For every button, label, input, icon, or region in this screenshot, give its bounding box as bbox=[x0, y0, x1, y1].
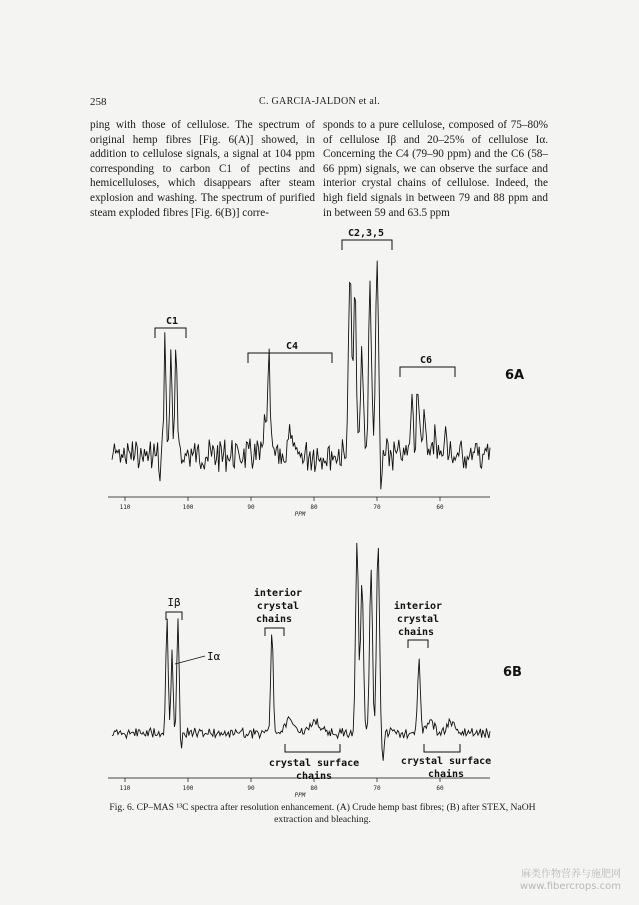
axis-a-unit: PPM bbox=[294, 511, 306, 518]
label-surface-left-1: crystal surface bbox=[268, 758, 360, 769]
axis-tick-label: 90 bbox=[247, 785, 255, 792]
bracket-interior-right bbox=[408, 640, 428, 648]
paragraph-right: sponds to a pure cellulose, composed of 75–80% of cellulose Iβ and 20–25% of cellulose Iα. Concerning the C4 (79–90 ppm) and the C6 (58–66 ppm) signals, we can observe the surface and interior crystal chains of cellulose. Indeed, the high field signals in between 79 and 88 ppm and in between 59 and 63.5 ppm bbox=[323, 119, 548, 219]
label-interior-right-2: crystal bbox=[396, 614, 440, 625]
bracket-c4 bbox=[248, 353, 332, 363]
axis-tick-label: 80 bbox=[310, 504, 318, 511]
bracket-surface-left bbox=[285, 744, 340, 752]
label-interior-right-1: interior bbox=[393, 601, 443, 612]
page-number: 258 bbox=[90, 96, 107, 108]
label-surface-right-1: crystal surface bbox=[400, 756, 492, 767]
axis-tick-label: 110 bbox=[119, 785, 131, 792]
bracket-c235 bbox=[342, 240, 392, 250]
label-interior-left-1: interior bbox=[253, 588, 303, 599]
bracket-ibeta bbox=[166, 612, 182, 620]
label-surface-right-2: chains bbox=[427, 769, 465, 780]
label-ialpha: Iα bbox=[207, 650, 221, 663]
paragraph-left: ping with those of cellulose. The spectrum of original hemp fibres [Fig. 6(A)] showed, in addition to cellulose signals, a signal at 104 ppm corresponding to carbon C1 of pectins and hemicelluloses, which disappears after steam explosion and washing. The spectrum of purified steam exploded fibres [Fig. 6(B)] corre- bbox=[90, 119, 315, 219]
watermark-line2: www.fibercrops.com bbox=[519, 881, 621, 892]
label-interior-right-3: chains bbox=[397, 627, 435, 638]
axis-tick-label: 60 bbox=[436, 785, 444, 792]
axis-tick-label: 90 bbox=[247, 504, 255, 511]
running-head: C. GARCIA-JALDON et al. bbox=[258, 96, 381, 107]
axis-a-ticks bbox=[120, 497, 444, 511]
pointer-ialpha bbox=[175, 656, 205, 664]
axis-b-unit: PPM bbox=[294, 792, 306, 799]
bracket-surface-right bbox=[424, 744, 460, 752]
panel-b-id: 6B bbox=[503, 665, 522, 680]
axis-tick-label: 100 bbox=[182, 504, 194, 511]
label-c4: C4 bbox=[285, 341, 299, 352]
axis-tick-label: 70 bbox=[373, 504, 381, 511]
axis-b-ticks bbox=[120, 778, 444, 792]
bracket-interior-left bbox=[265, 628, 284, 636]
panel-b bbox=[108, 543, 522, 799]
spectrum-a-trace bbox=[112, 261, 490, 490]
label-c1: C1 bbox=[165, 316, 179, 327]
axis-tick-label: 70 bbox=[373, 785, 381, 792]
panel-a bbox=[108, 228, 524, 518]
panel-a-id: 6A bbox=[505, 368, 525, 383]
axis-tick-label: 110 bbox=[119, 504, 131, 511]
axis-tick-label: 60 bbox=[436, 504, 444, 511]
label-c6: C6 bbox=[419, 355, 433, 366]
watermark-line1: 麻类作物营养与施肥网 bbox=[521, 869, 621, 880]
figure-caption: Fig. 6. CP–MAS ¹³C spectra after resolution enhancement. (A) Crude hemp bast fibres; (B) after STEX, NaOH extraction and bleaching. bbox=[109, 802, 536, 825]
bracket-c6 bbox=[400, 367, 455, 377]
label-interior-left-2: crystal bbox=[256, 601, 300, 612]
axis-tick-label: 100 bbox=[182, 785, 194, 792]
label-c235: C2,3,5 bbox=[347, 228, 385, 239]
axis-tick-label: 80 bbox=[310, 785, 318, 792]
label-interior-left-3: chains bbox=[255, 614, 293, 625]
label-ibeta: Iβ bbox=[167, 596, 181, 609]
spectrum-b-trace bbox=[112, 543, 490, 761]
label-surface-left-2: chains bbox=[295, 771, 333, 782]
bracket-c1 bbox=[155, 328, 186, 338]
watermark bbox=[520, 869, 621, 893]
